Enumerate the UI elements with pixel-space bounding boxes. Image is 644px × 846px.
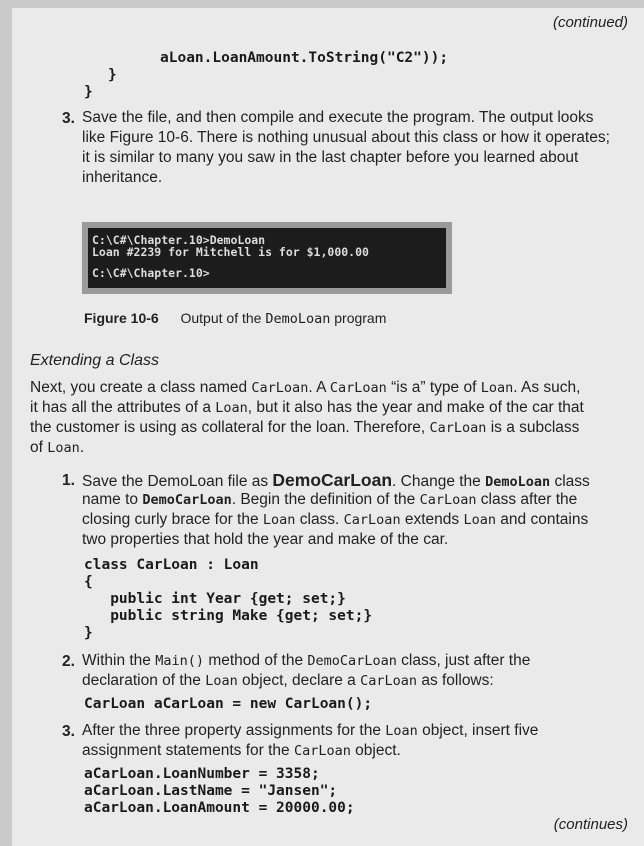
step-number: 2. (62, 653, 75, 670)
figure-label: Figure 10-6 (84, 310, 159, 326)
text-run: class (550, 473, 590, 490)
code-line: CarLoan aCarLoan = new CarLoan(); (84, 696, 373, 712)
text-run: extends (400, 511, 464, 528)
step-number: 1. (62, 472, 75, 489)
code-line: } (108, 67, 117, 83)
text-run: class. (295, 511, 344, 528)
text-run: assignment statements for the (82, 742, 294, 759)
text-run: it has all the attributes of a (30, 399, 216, 416)
text-run: declaration of the (82, 672, 206, 689)
continued-label: (continued) (552, 14, 628, 31)
text-run: “is a” type of (386, 379, 481, 396)
section-heading: Extending a Class (30, 352, 159, 369)
code-line: aLoan.LoanAmount.ToString("C2")); (160, 50, 449, 66)
text-run: CarLoan (429, 420, 487, 436)
intro-line (30, 418, 579, 438)
text-run: After the three property assignments for the (82, 722, 386, 739)
text-run: class after the (476, 491, 578, 508)
code-line: { (84, 574, 93, 590)
step-number: 3. (62, 723, 75, 740)
console-window (88, 228, 446, 288)
step-text-line: Save the file, and then compile and execute the program. The output looks (82, 109, 594, 126)
caption-text: Output of the (180, 310, 266, 326)
text-run: Save the DemoLoan file as (82, 473, 273, 490)
code-line: aCarLoan.LastName = "Jansen"; (84, 783, 338, 799)
step-text-line (82, 510, 588, 530)
text-run: Loan (480, 380, 514, 396)
text-run: CarLoan (293, 743, 351, 759)
code-line: public string Make {get; set;} (84, 608, 373, 624)
text-run: Loan (47, 440, 80, 456)
step-text-line: two properties that hold the year and make of the car. (82, 531, 449, 548)
step-text-line (82, 671, 494, 691)
text-run: Loan (385, 723, 418, 739)
text-run: Loan (215, 400, 248, 416)
intro-line (30, 378, 580, 398)
text-run: . A (308, 379, 330, 396)
text-run: DemoCarLoan (307, 653, 397, 669)
textbook-page (12, 8, 644, 846)
console-line: C:\C#\Chapter.10> (92, 266, 210, 280)
text-run: CarLoan (343, 512, 401, 528)
continues-label: (continues) (553, 816, 628, 833)
text-run: DemoLoan (485, 474, 551, 490)
step-text-line: it is similar to many you saw in the last chapter before you learned about (82, 149, 579, 166)
step-text-line: like Figure 10-6. There is nothing unusual about this class or how it operates; (82, 129, 610, 146)
text-run: Main() (155, 653, 205, 669)
text-run: . As such, (513, 379, 581, 396)
text-run: CarLoan (329, 380, 387, 396)
text-run: DemoCarLoan (272, 470, 393, 490)
code-line: public int Year {get; set;} (84, 591, 346, 607)
figure-caption (84, 310, 386, 327)
text-run: Loan (463, 512, 496, 528)
text-run: Within the (82, 652, 156, 669)
text-run: closing curly brace for the (82, 511, 263, 528)
text-run: of (30, 439, 48, 456)
intro-line (30, 398, 584, 418)
code-line: } (84, 625, 93, 641)
text-run: CarLoan (360, 673, 418, 689)
text-run: , but it also has the year and make of the car that (247, 399, 584, 416)
text-run: Loan (262, 512, 296, 528)
caption-text: program (330, 310, 387, 326)
text-run: is a subclass (486, 419, 580, 436)
text-run: . Begin the definition of the (231, 491, 420, 508)
text-run: Next, you create a class named (30, 379, 252, 396)
step-text-line (82, 741, 401, 761)
text-run: Loan (205, 673, 238, 689)
code-line: aCarLoan.LoanNumber = 3358; (84, 766, 320, 782)
text-run: object, insert five (417, 722, 539, 739)
text-run: . (79, 439, 85, 456)
step-text-line (82, 651, 530, 671)
text-run: class, just after the (396, 652, 531, 669)
text-run: CarLoan (419, 492, 477, 508)
step-text-line (82, 721, 538, 741)
text-run: method of the (204, 652, 308, 669)
caption-code: DemoLoan (265, 311, 331, 327)
text-run: CarLoan (251, 380, 309, 396)
console-output-screenshot (82, 222, 452, 294)
text-run: the customer is using as collateral for the loan. Therefore, (30, 419, 430, 436)
text-run: and contains (496, 511, 589, 528)
console-line: Loan #2239 for Mitchell is for $1,000.00 (92, 245, 369, 259)
step-text-line (82, 470, 590, 492)
text-run: object. (350, 742, 401, 759)
step-number: 3. (62, 110, 75, 127)
text-run: name to (82, 491, 143, 508)
code-line: class CarLoan : Loan (84, 557, 259, 573)
step-text-line (82, 490, 577, 510)
text-run: . Change the (392, 473, 486, 490)
text-run: DemoCarLoan (142, 492, 232, 508)
code-line: aCarLoan.LoanAmount = 20000.00; (84, 800, 355, 816)
console-line: C:\C#\Chapter.10>DemoLoan (92, 233, 266, 247)
step-text-line: inheritance. (82, 169, 163, 186)
text-run: as follows: (417, 672, 494, 689)
code-line: } (84, 84, 93, 100)
text-run: object, declare a (237, 672, 361, 689)
intro-line (30, 438, 84, 458)
